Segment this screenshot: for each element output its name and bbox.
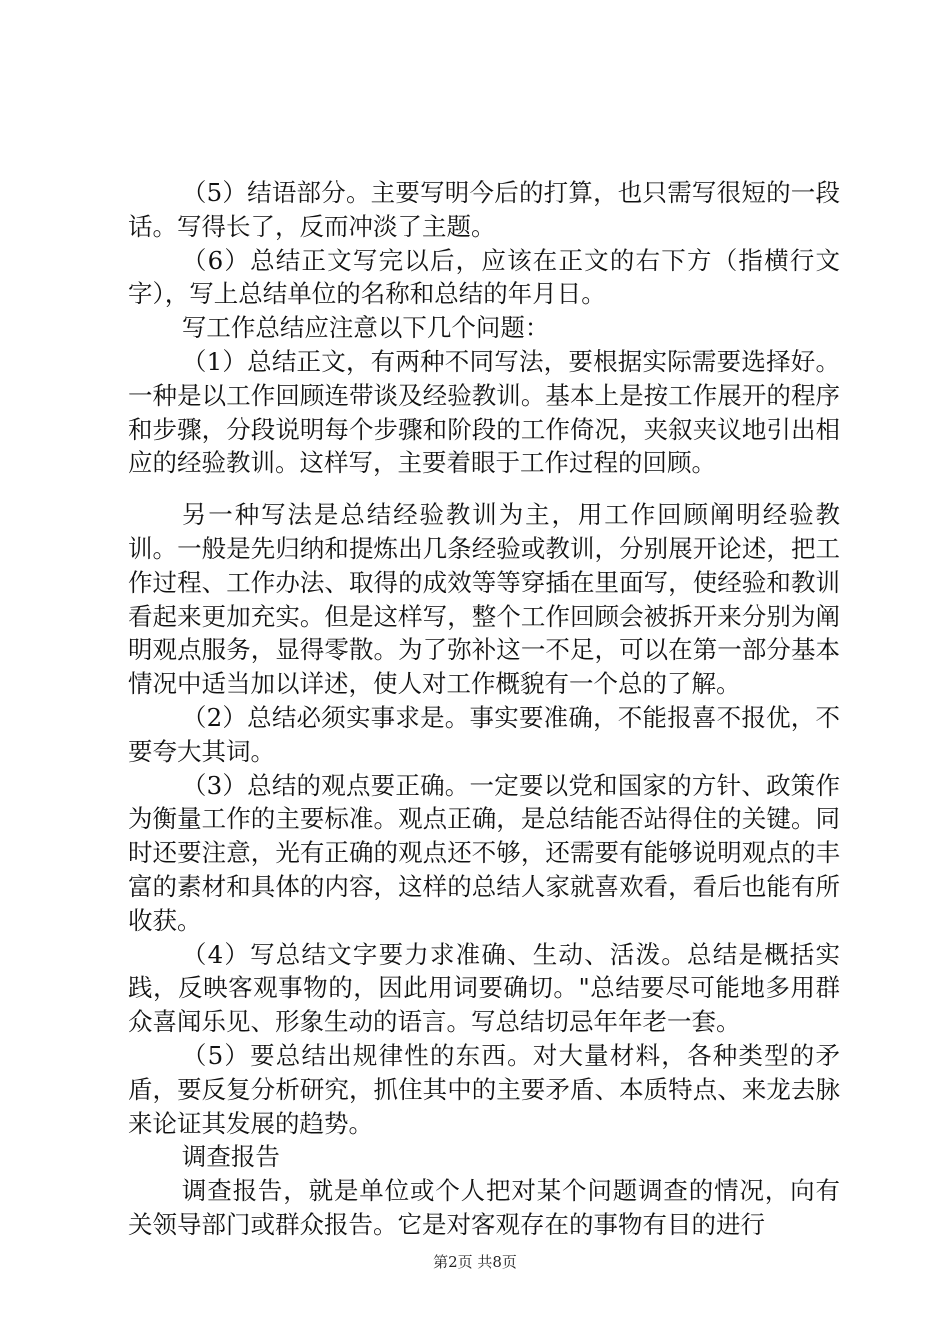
paragraph-notes-intro: 写工作总结应注意以下几个问题： (181, 313, 550, 343)
paragraph-survey-report: 调查报告，就是单位或个人把对某个问题调查的情况，向有关领导部门或群众报告。它是对客观存在的事物有目的进行 (128, 1176, 840, 1239)
paragraph-signature-date: （6）总结正文写完以后，应该在正文的右下方（指横行文字），写上总结单位的名称和总结的年月日。 (128, 245, 840, 309)
paragraph-note-1: （1）总结正文，有两种不同写法，要根据实际需要选择好。一种是以工作回顾连带谈及经验教训。基本上是按工作展开的程序和步骤，分段说明每个步骤和阶段的工作倚况，夹叙夹议地引出相应的经验教训。这样写，主要着眼于工作过程的回顾。 (128, 346, 840, 478)
section-heading-survey-report: 调查报告 (181, 1142, 280, 1172)
paragraph-note-2: （2）总结必须实事求是。事实要准确，不能报喜不报优，不要夸大其词。 (128, 702, 840, 766)
paragraph-note-3: （3）总结的观点要正确。一定要以党和国家的方针、政策作为衡量工作的主要标准。观点正确，是总结能否站得住的关键。同时还要注意，光有正确的观点还不够，还需要有能够说明观点的丰富的素材和具体的内容，这样的总结人家就喜欢看，看后也能有所收获。 (128, 770, 840, 935)
paragraph-note-4: （4）写总结文字要力求准确、生动、活泼。总结是概括实践，反映客观事物的，因此用词要确切。"总结要尽可能地多用群众喜闻乐见、形象生动的语言。写总结切忌年年老一套。 (128, 939, 840, 1037)
page-number-footer: 第2页 共8页 (433, 1253, 517, 1271)
paragraph-conclusion-part: （5）结语部分。主要写明今后的打算，也只需写很短的一段话。写得长了，反而冲淡了主题。 (128, 178, 840, 241)
document-body (128, 176, 840, 1242)
paragraph-note-5: （5）要总结出规律性的东西。对大量材料，各种类型的矛盾，要反复分析研究，抓住其中的主要矛盾、本质特点、来龙去脉来论证其发展的趋势。 (128, 1040, 840, 1138)
paragraph-note-1-alternative: 另一种写法是总结经验教训为主，用工作回顾阐明经验教训。一般是先归纳和提炼出几条经验或教训，分别展开论述，把工作过程、工作办法、取得的成效等等穿插在里面写，使经验和教训看起来更加充实。但是这样写，整个工作回顾会被拆开来分别为阐明观点服务，显得零散。为了弥补这一不足，可以在第一部分基本情况中适当加以详述，使人对工作概貌有一个总的了解。 (128, 500, 840, 699)
